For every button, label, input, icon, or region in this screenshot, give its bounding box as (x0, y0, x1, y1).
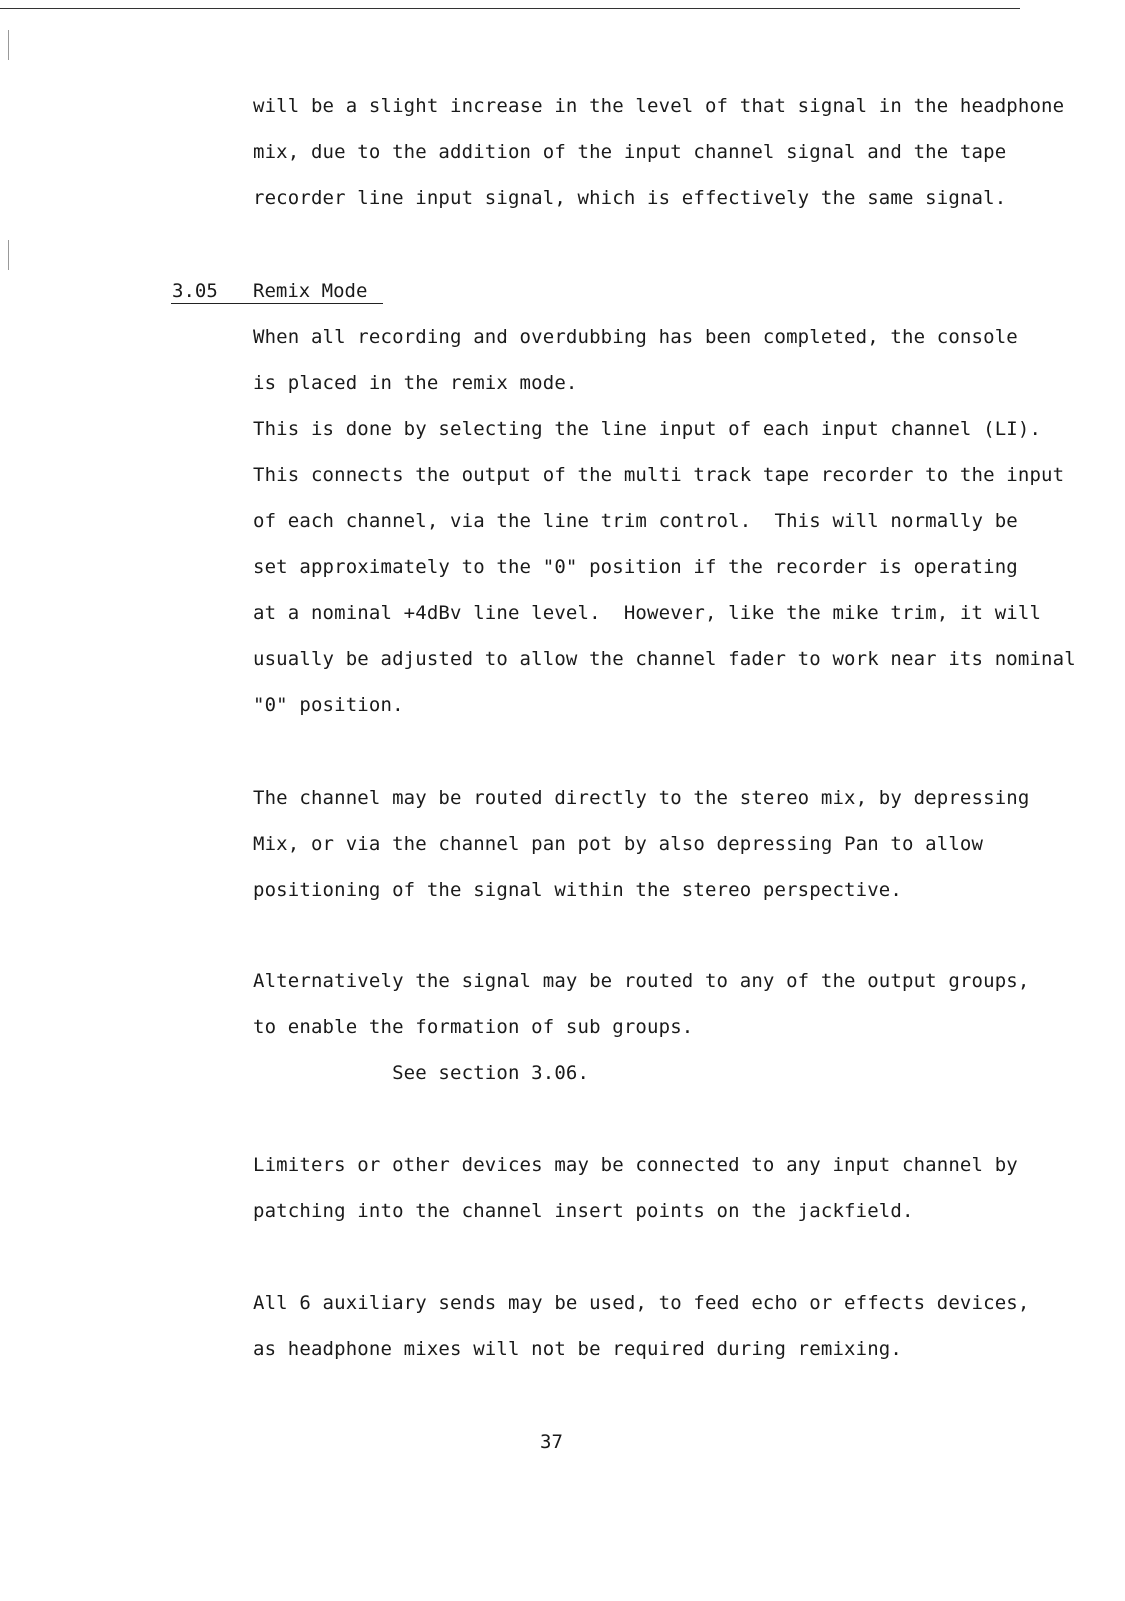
text-line: When all recording and overdubbing has been completed, the console (253, 326, 1018, 348)
text-line: as headphone mixes will not be required during remixing. (253, 1338, 902, 1360)
section-number: 3.05 (172, 280, 218, 302)
text-line: This is done by selecting the line input of each input channel (LI). (253, 418, 1042, 440)
top-rule (0, 8, 1020, 9)
text-line: set approximately to the "0" position if the recorder is operating (253, 556, 1018, 578)
text-line: positioning of the signal within the stereo perspective. (253, 879, 902, 901)
text-line: This connects the output of the multi track tape recorder to the input (253, 464, 1065, 486)
text-line: patching into the channel insert points on the jackfield. (253, 1200, 914, 1222)
text-line: of each channel, via the line trim control. This will normally be (253, 510, 1018, 532)
text-line: See section 3.06. (253, 1062, 590, 1084)
text-line: recorder line input signal, which is effectively the same signal. (253, 187, 1007, 209)
text-line: mix, due to the addition of the input channel signal and the tape (253, 141, 1007, 163)
text-line: to enable the formation of sub groups. (253, 1016, 694, 1038)
text-line: "0" position. (253, 694, 404, 716)
text-line: at a nominal +4dBv line level. However, like the mike trim, it will (253, 602, 1042, 624)
heading-underline (171, 303, 383, 304)
text-line: will be a slight increase in the level of that signal in the headphone (253, 95, 1065, 117)
page-number: 37 (540, 1431, 563, 1453)
text-line: All 6 auxiliary sends may be used, to feed echo or effects devices, (253, 1292, 1030, 1314)
scan-edge-mark (8, 240, 9, 270)
text-line: is placed in the remix mode. (253, 372, 578, 394)
text-line: usually be adjusted to allow the channel fader to work near its nominal (253, 648, 1076, 670)
text-line: Alternatively the signal may be routed to any of the output groups, (253, 970, 1030, 992)
scan-edge-mark (8, 30, 9, 60)
text-line: The channel may be routed directly to the stereo mix, by depressing (253, 787, 1030, 809)
text-line: Mix, or via the channel pan pot by also depressing Pan to allow (253, 833, 984, 855)
section-title: Remix Mode (253, 280, 368, 302)
text-line: Limiters or other devices may be connected to any input channel by (253, 1154, 1018, 1176)
